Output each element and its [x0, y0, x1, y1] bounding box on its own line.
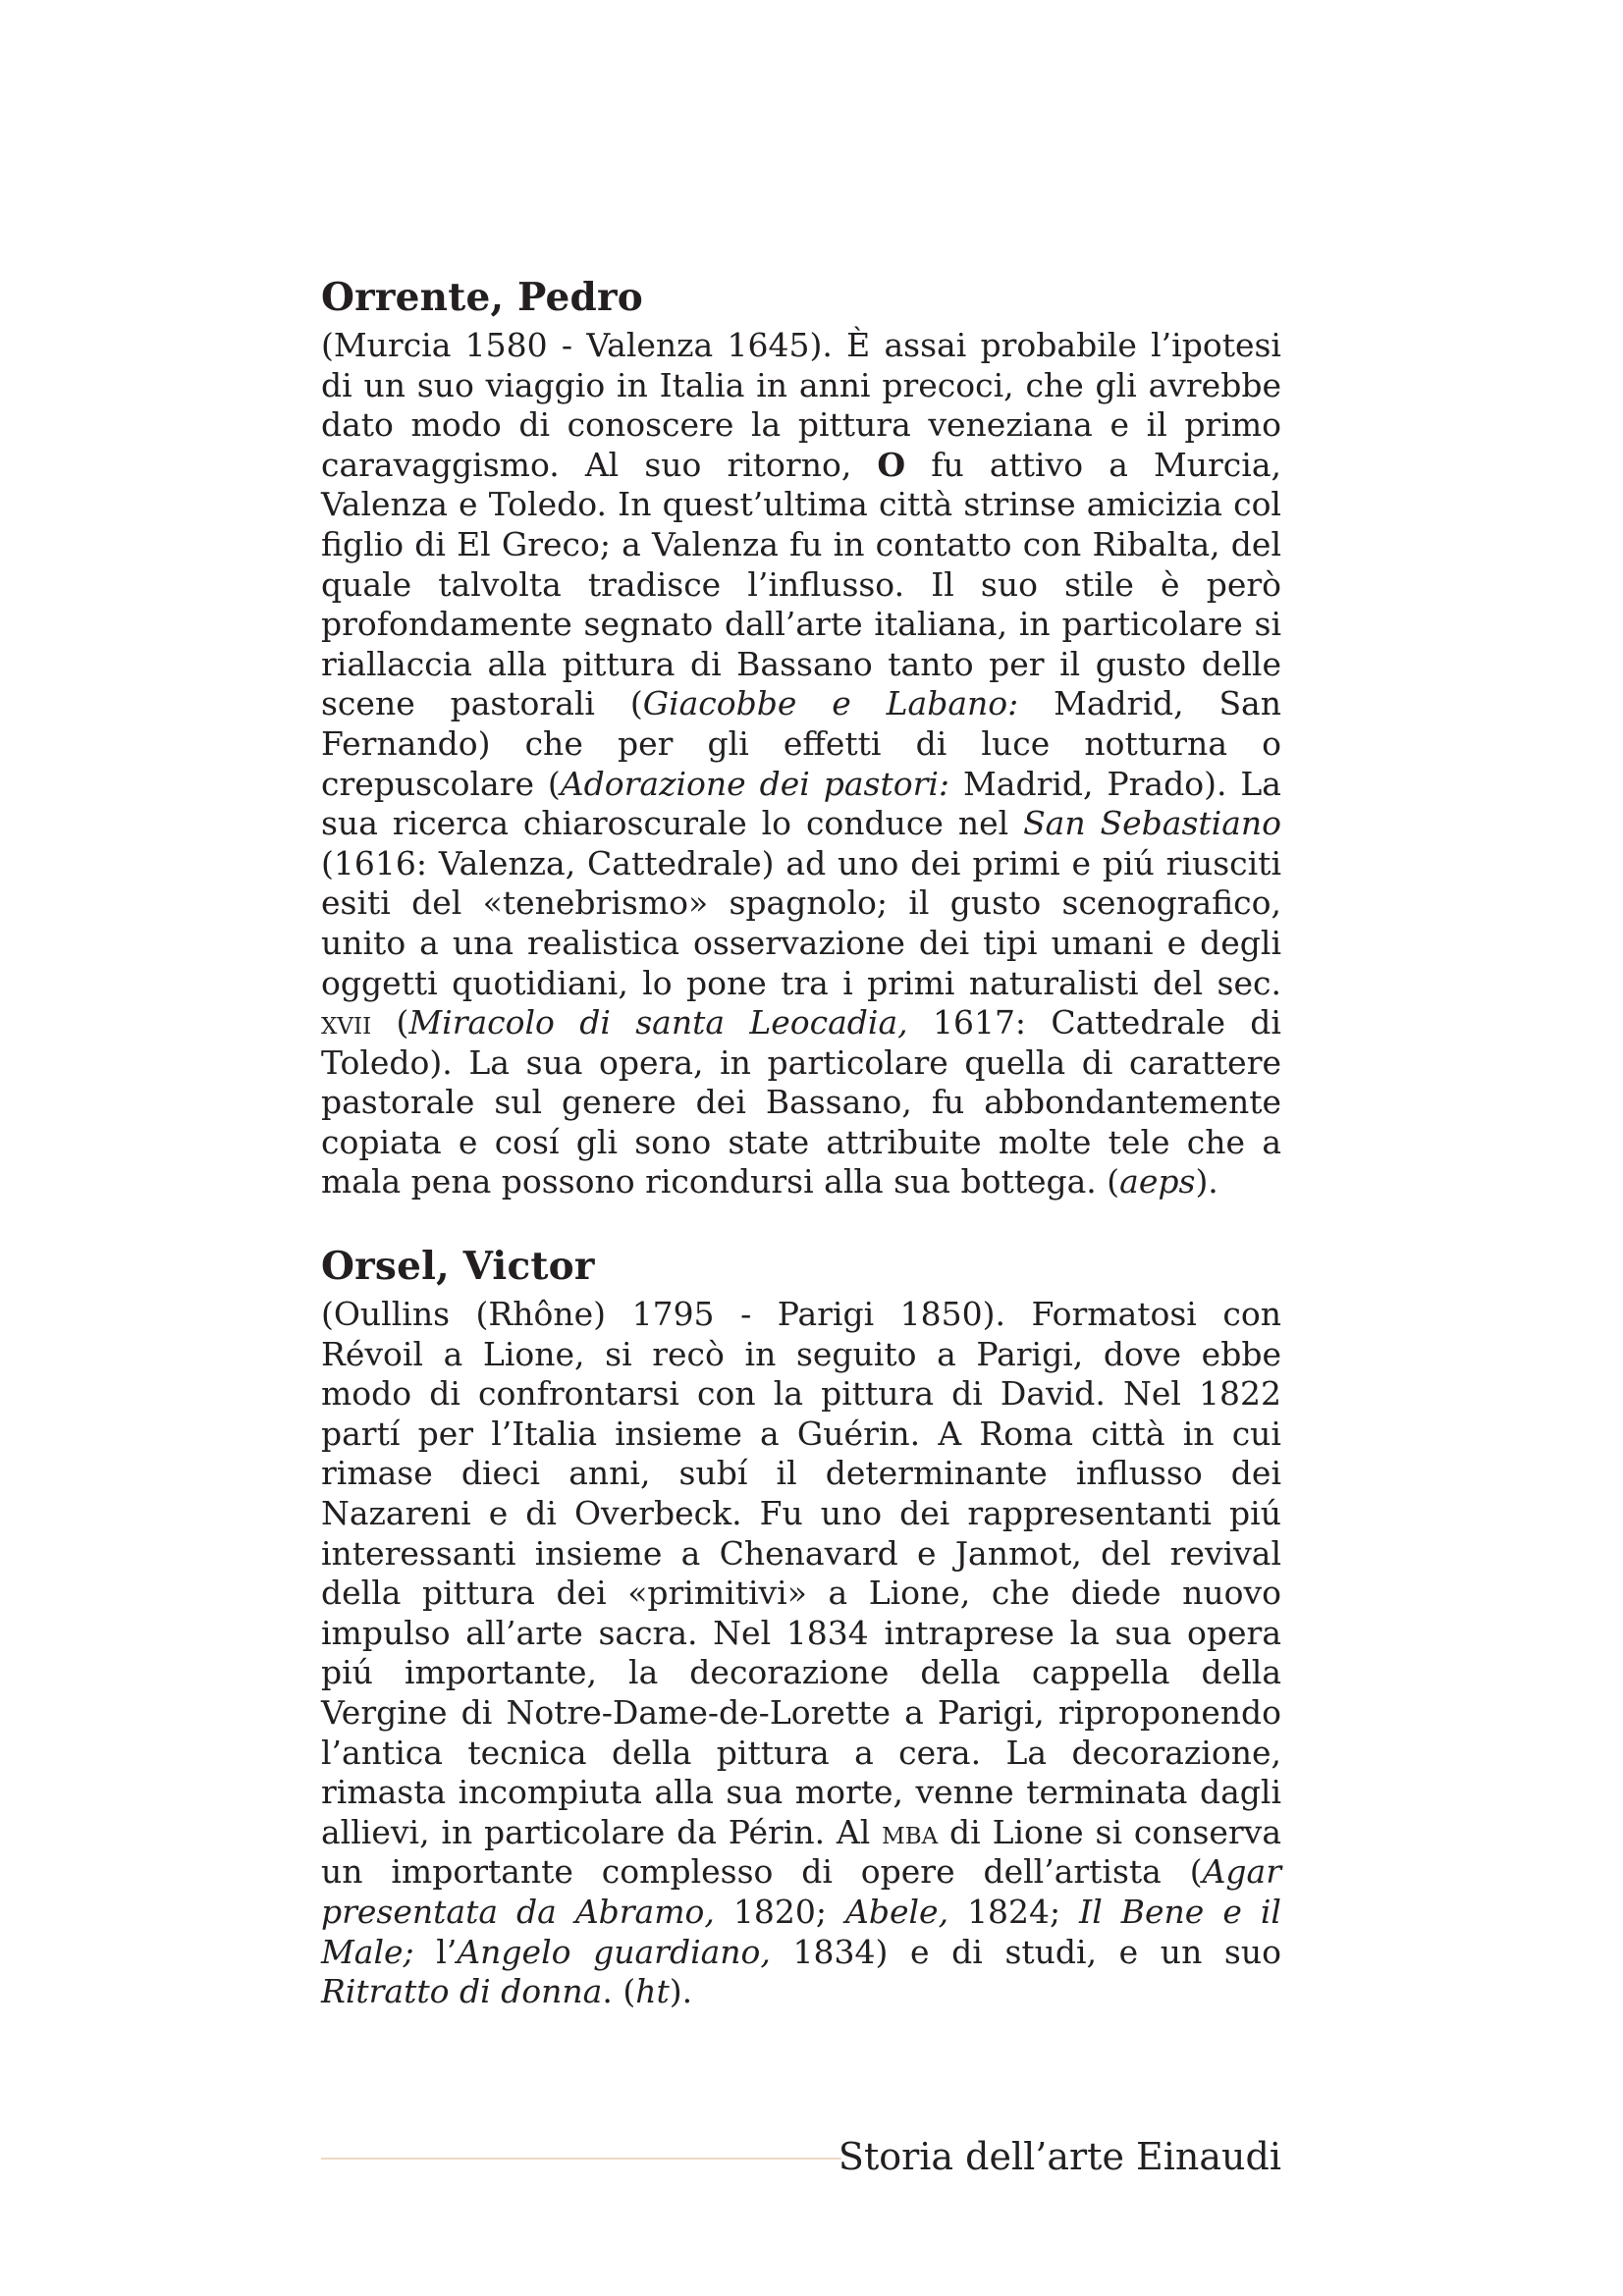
text-run: 1617: Cattedrale di Toledo). La sua opera, in particolare quella di carattere pastorale sul genere dei Bassano, fu abbondantemente copiata e cosí gli sono state attribuite molte tele che a mala pena possono ricondursi alla sua bottega. ( [321, 1003, 1281, 1201]
text-run: ). [669, 1972, 693, 2011]
entry-orsel [321, 1242, 1281, 2012]
text-run: 1834) e di studi, e un suo [770, 1932, 1281, 1971]
text-run: (Murcia 1580 - Valenza 1645). È assai probabile l’ipotesi di un suo viaggio in Italia in anni precoci, che gli avrebbe dato modo di conoscere la pittura veneziana e il primo caravaggismo. Al suo ritorno, [321, 326, 1281, 484]
footer-publisher-title: Storia dell’arte Einaudi [838, 2135, 1281, 2178]
text-run: Miracolo di santa Leocadia, [408, 1003, 908, 1042]
text-run: Adorazione dei pastori: [560, 764, 950, 803]
entry-body [321, 326, 1281, 1202]
text-run: xvii [321, 1003, 372, 1042]
text-run: Madrid, San Fernando) che per gli effetti di luce notturna o crepuscolare ( [321, 684, 1281, 803]
text-run: 1820; [714, 1892, 845, 1931]
text-run: Il Bene e il Male; [321, 1892, 1281, 1971]
entry-title: Orrente, Pedro [321, 275, 643, 320]
text-run: Abele, [845, 1892, 949, 1931]
text-run: ( [371, 1003, 409, 1042]
text-run: (Oullins (Rhône) 1795 - Parigi 1850). Formatosi con Révoil a Lione, si recò in seguito a Parigi, dove ebbe modo di confrontarsi con la pittura di David. Nel 1822 partí per l’Italia insieme a Guérin. A Roma città in cui rimase dieci anni, subí il determinante influsso dei Nazareni e di Overbeck. Fu uno dei rappresentanti piú interessanti insieme a Chenavard e Janmot, del revival della pittura dei «primitivi» a Lione, che diede nuovo impulso all’arte sacra. Nel 1834 intraprese la sua opera piú importante, la decorazione della cappella della Vergine di Notre-Dame-de-Lorette a Parigi, riproponendo l’antica tecnica della pittura a cera. La decorazione, rimasta incompiuta alla sua morte, venne terminata dagli allievi, in particolare da Périn. Al [321, 1295, 1281, 1851]
entry-title: Orsel, Victor [321, 1244, 595, 1290]
text-run: l’ [413, 1932, 458, 1971]
text-run: mba [882, 1812, 939, 1851]
text-run: aeps [1119, 1162, 1196, 1201]
text-run: San Sebastiano [1023, 804, 1281, 843]
footer-rule [321, 2158, 841, 2160]
text-run: di Lione si conserva un importante complesso di opere dell’artista ( [321, 1812, 1281, 1892]
text-run: ). [1195, 1162, 1218, 1201]
page-column [321, 273, 1281, 2012]
text-run: Giacobbe e Labano: [642, 684, 1019, 723]
page-footer [321, 2132, 1281, 2181]
entry-body [321, 1295, 1281, 2012]
text-run: ht [635, 1972, 670, 2011]
text-run: O [877, 445, 906, 484]
entry-orrente [321, 273, 1281, 1202]
text-run: Agar presentata da Abramo, [321, 1852, 1281, 1931]
text-run: Madrid, Prado). La sua ricerca chiaroscurale lo conduce nel [321, 764, 1281, 843]
text-run: . ( [602, 1972, 636, 2011]
text-run: Ritratto di donna [321, 1972, 603, 2011]
text-run: 1824; [948, 1892, 1080, 1931]
text-run: (1616: Valenza, Cattedrale) ad uno dei primi e piú riusciti esiti del «tenebrismo» spagnolo; il gusto scenografico, unito a una realistica osservazione dei tipi umani e degli oggetti quotidiani, lo pone tra i primi naturalisti del sec. [321, 843, 1281, 1002]
text-run: fu attivo a Murcia, Valenza e Toledo. In quest’ultima città strinse amicizia col figlio di El Greco; a Valenza fu in contatto con Ribalta, del quale talvolta tradisce l’influsso. Il suo stile è però profondamente segnato dall’arte italiana, in particolare si riallaccia alla pittura di Bassano tanto per il gusto delle scene pastorali ( [321, 445, 1281, 723]
text-run: Angelo guardiano, [457, 1932, 771, 1971]
